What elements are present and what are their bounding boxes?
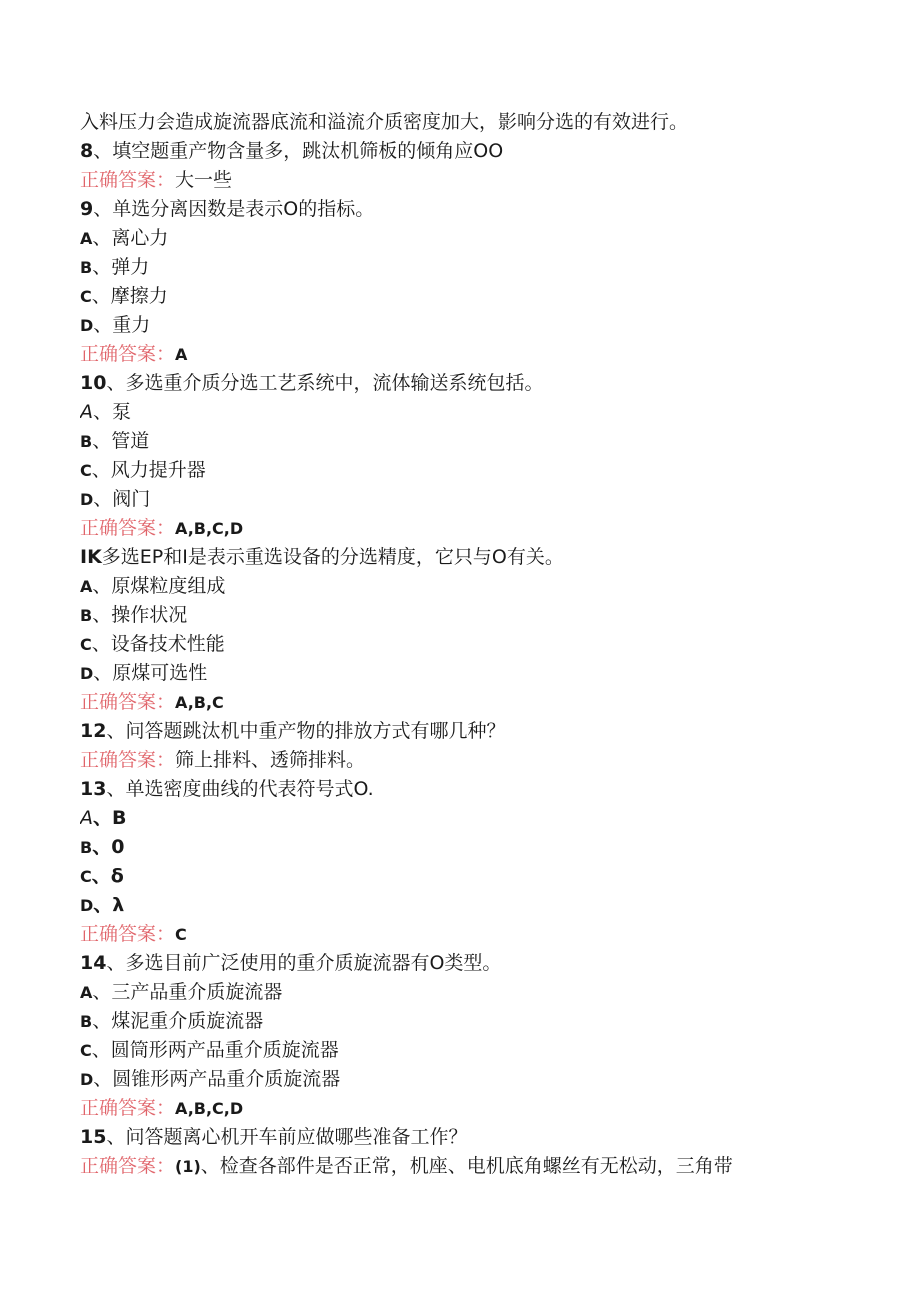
option-a: A、泵 (80, 401, 132, 423)
answer-label: 正确答案： (80, 517, 176, 539)
answer-label: 正确答案： (80, 343, 176, 365)
option-d: D、阀门 (80, 488, 151, 510)
question-number: 8 (80, 140, 94, 162)
option-d: D、圆锥形两产品重介质旋流器 (80, 1068, 341, 1090)
answer-15 (80, 1152, 880, 1181)
option-d: D、λ (80, 894, 125, 916)
answer-12 (80, 746, 880, 775)
option-b: B、操作状况 (80, 604, 188, 626)
question-text: 、单选密度曲线的代表符号式O. (106, 778, 374, 800)
option-a: A、原煤粒度组成 (80, 575, 226, 597)
question-number: 14 (80, 952, 107, 974)
question-12 (80, 717, 880, 746)
option-d: D、重力 (80, 314, 151, 336)
intro-text: 入料压力会造成旋流器底流和溢流介质密度加大，影响分选的有效进行。 (80, 111, 689, 133)
answer-prefix: (1) (175, 1157, 201, 1176)
answer-label: 正确答案： (80, 169, 176, 191)
question-8 (80, 137, 880, 166)
answer-10 (80, 514, 880, 543)
question-text: 、问答题跳汰机中重产物的排放方式有哪几种？ (106, 720, 506, 742)
question-14 (80, 949, 880, 978)
answer-value: 大一些 (175, 169, 233, 191)
document-body (80, 108, 880, 1181)
question-15 (80, 1123, 880, 1152)
question-9 (80, 195, 880, 224)
answer-14 (80, 1094, 880, 1123)
question-number: 10 (80, 372, 107, 394)
answer-label: 正确答案： (80, 1097, 176, 1119)
option-b: B、管道 (80, 430, 150, 452)
answer-label: 正确答案： (80, 1155, 176, 1177)
question-text: 、多选目前广泛使用的重介质旋流器有O类型。 (106, 952, 502, 974)
answer-value: A (175, 345, 188, 364)
question-text: 、填空题重产物含量多，跳汰机筛板的倾角应OO (93, 140, 504, 162)
answer-11 (80, 688, 880, 717)
question-text: 、多选重介质分选工艺系统中，流体输送系统包括。 (106, 372, 544, 394)
answer-label: 正确答案： (80, 691, 176, 713)
question-11 (80, 543, 880, 572)
option-c: C、设备技术性能 (80, 633, 225, 655)
option-b: B、0 (80, 836, 125, 858)
answer-value: 筛上排料、透筛排料。 (175, 749, 366, 771)
answer-value: 、检查各部件是否正常，机座、电机底角螺丝有无松动，三角带 (200, 1155, 733, 1177)
question-text: 多选EP和I是表示重选设备的分选精度，它只与O有关。 (101, 546, 564, 568)
question-10 (80, 369, 880, 398)
question-number: 9 (80, 198, 94, 220)
option-b: B、弹力 (80, 256, 150, 278)
option-c: C、摩擦力 (80, 285, 168, 307)
option-c: C、δ (80, 865, 124, 887)
answer-13 (80, 920, 880, 949)
option-d: D、原煤可选性 (80, 662, 208, 684)
question-number: 12 (80, 720, 107, 742)
answer-value: A,B,C (175, 693, 224, 712)
question-number: IK (80, 546, 102, 568)
answer-value: A,B,C,D (175, 1099, 244, 1118)
answer-label: 正确答案： (80, 923, 176, 945)
answer-9 (80, 340, 880, 369)
option-a: A、三产品重介质旋流器 (80, 981, 283, 1003)
answer-8 (80, 166, 880, 195)
option-a: A、B (80, 807, 127, 829)
option-c: C、圆筒形两产品重介质旋流器 (80, 1039, 339, 1061)
answer-value: C (175, 925, 187, 944)
option-c: C、风力提升器 (80, 459, 206, 481)
question-number: 15 (80, 1126, 107, 1148)
option-b: B、煤泥重介质旋流器 (80, 1010, 264, 1032)
question-text: 、单选分离因数是表示O的指标。 (93, 198, 375, 220)
option-a: A、离心力 (80, 227, 169, 249)
answer-value: A,B,C,D (175, 519, 244, 538)
answer-label: 正确答案： (80, 749, 176, 771)
question-text: 、问答题离心机开车前应做哪些准备工作？ (106, 1126, 468, 1148)
question-13 (80, 775, 880, 804)
question-number: 13 (80, 778, 107, 800)
